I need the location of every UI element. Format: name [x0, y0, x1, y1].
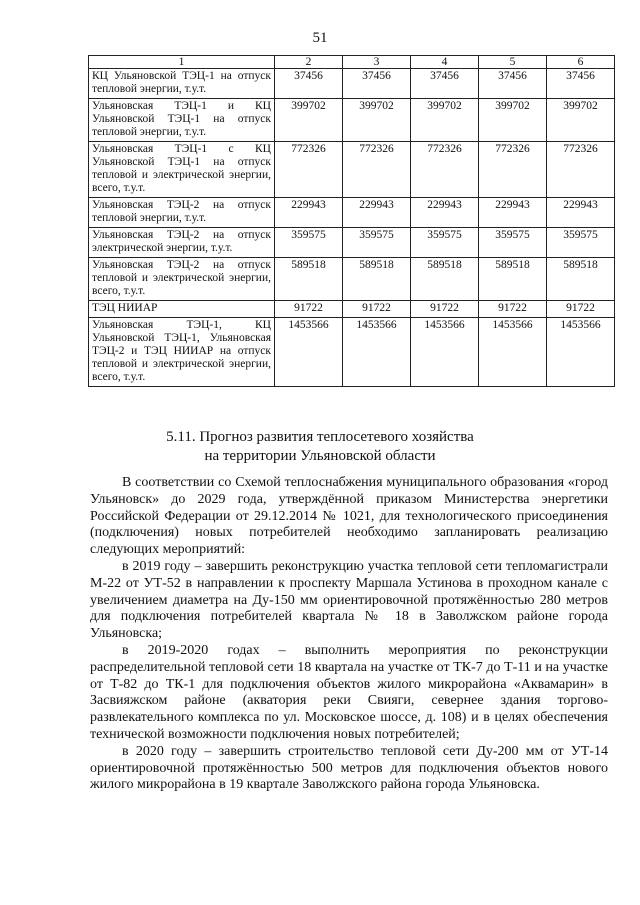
- table-header-cell: 5: [479, 56, 547, 69]
- page-number: 51: [312, 30, 328, 46]
- row-value: 91722: [479, 301, 547, 318]
- row-value: 1453566: [479, 318, 547, 387]
- row-value: 359575: [275, 228, 343, 258]
- table-row: [89, 301, 615, 318]
- row-value: 589518: [343, 258, 411, 301]
- row-label: Ульяновская ТЭЦ-2 на отпуск тепловой и электрической энергии, всего, т.у.т.: [89, 258, 275, 301]
- row-value: 37456: [275, 69, 343, 99]
- row-value: 399702: [411, 99, 479, 142]
- section-heading-line: на территории Ульяновской области: [204, 448, 436, 464]
- row-value: 589518: [275, 258, 343, 301]
- row-value: 359575: [547, 228, 615, 258]
- row-value: 229943: [547, 198, 615, 228]
- row-label: Ульяновская ТЭЦ-1 и КЦ Ульяновской ТЭЦ-1 на отпуск тепловой энергии, т.у.т.: [89, 99, 275, 142]
- table-header-row: [89, 56, 615, 69]
- row-value: 91722: [343, 301, 411, 318]
- row-value: 37456: [479, 69, 547, 99]
- table-row: [89, 99, 615, 142]
- row-value: 359575: [343, 228, 411, 258]
- heat-fuel-table: [88, 55, 615, 387]
- row-value: 589518: [411, 258, 479, 301]
- row-value: 399702: [547, 99, 615, 142]
- row-label: Ульяновская ТЭЦ-2 на отпуск электрической энергии, т.у.т.: [89, 228, 275, 258]
- table-row: [89, 258, 615, 301]
- row-value: 37456: [547, 69, 615, 99]
- table-row: [89, 142, 615, 198]
- row-value: 91722: [411, 301, 479, 318]
- paragraph: в 2020 году – завершить строительство тепловой сети Ду-200 мм от УТ-14 ориентировочной протяжённостью 500 метров для подключения объектов нового жилого микрорайона в 19 квартале Заволжского района города Ульяновска.: [90, 743, 608, 793]
- row-value: 37456: [343, 69, 411, 99]
- table-header-cell: 1: [89, 56, 275, 69]
- row-value: 399702: [343, 99, 411, 142]
- paragraph: В соответствии со Схемой теплоснабжения муниципального образования «город Ульяновск» до 2029 года, утверждённой приказом Министерства энергетики Российской Федерации от 29.12.2014 № 1021, для технологического присоединения (подключения) новых потребителей необходимо запланировать реализацию следующих мероприятий:: [90, 475, 608, 558]
- row-value: 399702: [479, 99, 547, 142]
- body-text: [90, 475, 608, 794]
- row-label: Ульяновская ТЭЦ-2 на отпуск тепловой энергии, т.у.т.: [89, 198, 275, 228]
- row-value: 589518: [547, 258, 615, 301]
- row-label: Ульяновская ТЭЦ-1, КЦ Ульяновской ТЭЦ-1, Ульяновская ТЭЦ-2 и ТЭЦ НИИАР на отпуск тепловой и электрической энергии, всего, т.у.т.: [89, 318, 275, 387]
- row-value: 1453566: [275, 318, 343, 387]
- row-value: 1453566: [547, 318, 615, 387]
- row-value: 91722: [275, 301, 343, 318]
- table-header-cell: 6: [547, 56, 615, 69]
- paragraph: в 2019-2020 годах – выполнить мероприятия по реконструкции распределительной тепловой сети 18 квартала на участке от ТК-7 до Т-11 и на участке от Т-82 до ТК-1 для подключения объектов жилого микрорайона «Аквамарин» в Засвияжском районе (акватория реки Свияги, севернее здания торгово-развлекательного комплекса по ул. Московское шоссе, д. 108) и в целях обеспечения технической возможности подключения новых потребителей;: [90, 642, 608, 742]
- row-value: 772326: [479, 142, 547, 198]
- table-row: [89, 198, 615, 228]
- table-header-cell: 2: [275, 56, 343, 69]
- row-value: 91722: [547, 301, 615, 318]
- row-label: Ульяновская ТЭЦ-1 с КЦ Ульяновской ТЭЦ-1 на отпуск тепловой и электрической энергии, всего, т.у.т.: [89, 142, 275, 198]
- row-value: 589518: [479, 258, 547, 301]
- row-value: 399702: [275, 99, 343, 142]
- row-value: 1453566: [411, 318, 479, 387]
- row-value: 229943: [479, 198, 547, 228]
- table-row: [89, 318, 615, 387]
- row-value: 37456: [411, 69, 479, 99]
- table-row: [89, 69, 615, 99]
- row-value: 772326: [343, 142, 411, 198]
- row-value: 772326: [547, 142, 615, 198]
- row-value: 772326: [411, 142, 479, 198]
- row-label: ТЭЦ НИИАР: [89, 301, 275, 318]
- table-row: [89, 228, 615, 258]
- row-label: КЦ Ульяновской ТЭЦ-1 на отпуск тепловой энергии, т.у.т.: [89, 69, 275, 99]
- row-value: 359575: [479, 228, 547, 258]
- table-header-cell: 4: [411, 56, 479, 69]
- row-value: 1453566: [343, 318, 411, 387]
- paragraph: в 2019 году – завершить реконструкцию участка тепловой сети тепломагистрали М-22 от УТ-52 в направлении к проспекту Маршала Устинова в проходном канале с увеличением диаметра на Ду-150 мм ориентировочной протяжённостью 280 метров для подключения потребителей квартала № 18 в Заволжском районе города Ульяновска;: [90, 558, 608, 642]
- row-value: 229943: [343, 198, 411, 228]
- row-value: 772326: [275, 142, 343, 198]
- section-heading: [0, 428, 640, 466]
- table-header-cell: 3: [343, 56, 411, 69]
- row-value: 229943: [275, 198, 343, 228]
- row-value: 359575: [411, 228, 479, 258]
- section-heading-line: 5.11. Прогноз развития теплосетевого хозяйства: [166, 429, 474, 445]
- row-value: 229943: [411, 198, 479, 228]
